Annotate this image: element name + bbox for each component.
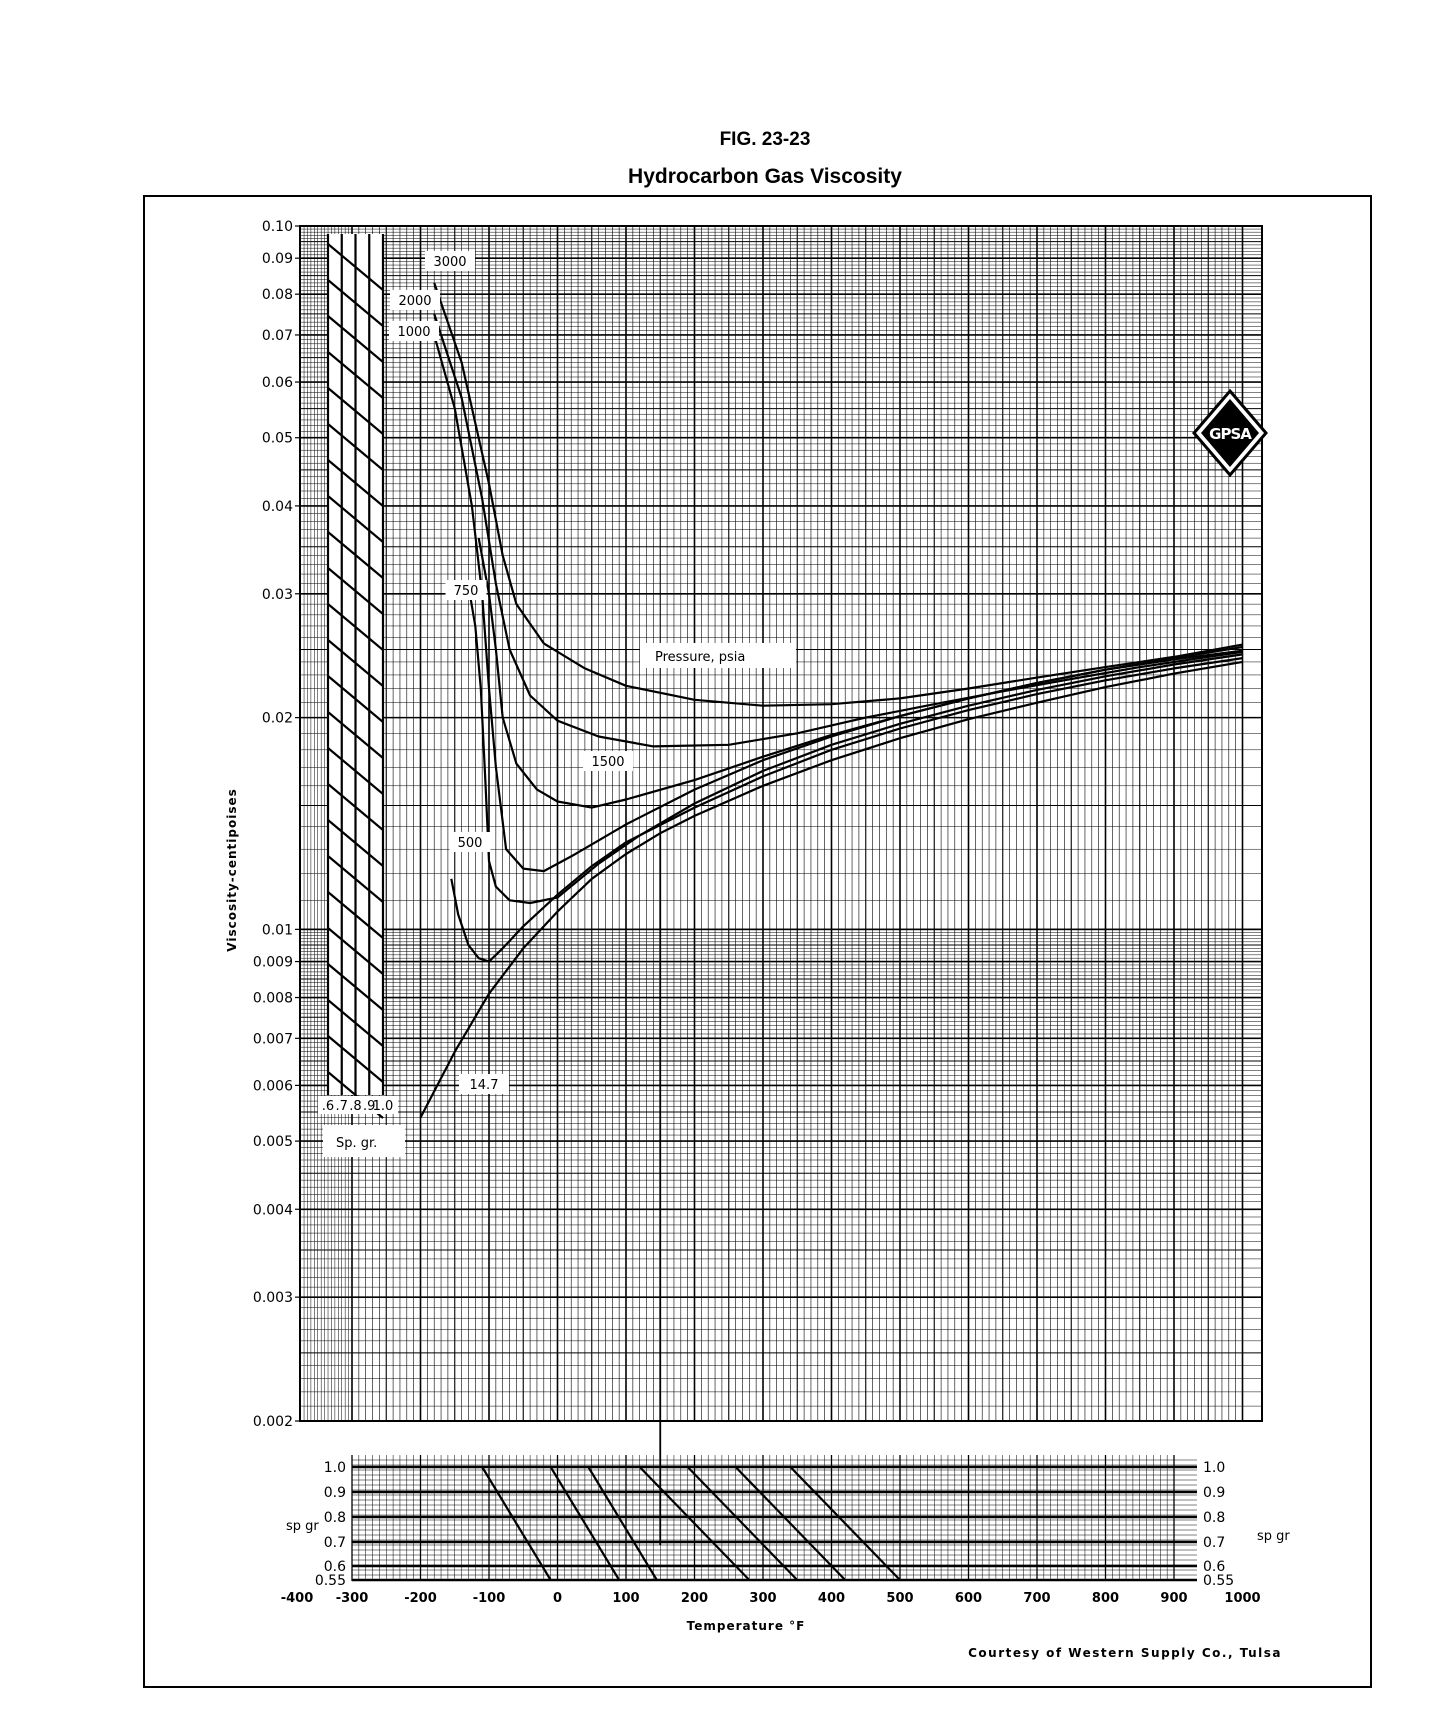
- spgr-level-label-left: 0.7: [323, 1535, 346, 1551]
- spgr-scale-label-right: sp gr: [1257, 1529, 1290, 1544]
- spgr-correction-scale: [315, 1455, 1234, 1589]
- spgr-level-label-left: 0.6: [323, 1559, 346, 1575]
- figure-title: Hydrocarbon Gas Viscosity: [628, 165, 902, 188]
- spgr-inset-tick-label: .8: [349, 1099, 362, 1114]
- x-tick-label: 900: [1160, 1591, 1188, 1606]
- spgr-level-label-right: 0.7: [1203, 1535, 1226, 1551]
- x-tick-label: 0: [552, 1591, 563, 1606]
- pressure-label: Pressure, psia: [655, 650, 746, 665]
- y-tick-label: 0.03: [261, 586, 293, 603]
- spgr-level-label-left: 0.9: [323, 1485, 346, 1501]
- x-tick-label: 100: [612, 1591, 640, 1606]
- figure-number: FIG. 23-23: [719, 129, 811, 150]
- x-axis-label: Temperature °F: [686, 1619, 806, 1633]
- spgr-scale-label-left: sp gr: [286, 1519, 319, 1534]
- spgr-level-label-right: 0.9: [1203, 1485, 1226, 1501]
- y-tick-label: 0.04: [261, 498, 293, 515]
- x-tick-label: 300: [749, 1591, 777, 1606]
- y-tick-label: 0.10: [261, 219, 293, 235]
- x-tick-label: 800: [1091, 1591, 1120, 1606]
- series-label: 14.7: [469, 1078, 499, 1093]
- series-label: 3000: [433, 255, 467, 270]
- spgr-inset-label: Sp. gr.: [336, 1136, 378, 1151]
- y-tick-label: 0.002: [252, 1414, 293, 1430]
- series-label: 1500: [591, 755, 625, 770]
- series-label: 750: [453, 584, 479, 599]
- series-label: 2000: [398, 294, 432, 309]
- credit-text: Courtesy of Western Supply Co., Tulsa: [968, 1646, 1282, 1660]
- y-tick-label: 0.05: [261, 430, 293, 447]
- logo-text: GPSA: [1209, 425, 1251, 443]
- x-tick-label: 600: [954, 1591, 983, 1606]
- spgr-inset-tick-label: .9: [363, 1099, 376, 1114]
- spgr-level-label-right: 0.8: [1203, 1510, 1226, 1526]
- x-tick-label: 500: [886, 1591, 914, 1606]
- chart-grid: [300, 226, 1262, 1421]
- spgr-level-label-right: 1.0: [1203, 1460, 1226, 1476]
- y-tick-label: 0.003: [252, 1290, 293, 1307]
- spgr-level-label-right: 0.55: [1203, 1573, 1235, 1589]
- y-tick-label: 0.09: [261, 251, 293, 268]
- x-tick-label: -100: [472, 1591, 506, 1606]
- y-tick-label: 0.01: [261, 922, 293, 939]
- series-label: 500: [457, 836, 483, 851]
- y-tick-label: 0.006: [252, 1078, 293, 1095]
- spgr-inset-tick-label: 1.0: [372, 1099, 394, 1114]
- spgr-inset-tick-label: .7: [335, 1099, 348, 1114]
- y-tick-label: 0.005: [252, 1134, 293, 1151]
- x-tick-label: 400: [817, 1591, 846, 1606]
- spgr-level-label-left: 0.55: [314, 1573, 346, 1589]
- y-tick-label: 0.06: [261, 375, 293, 392]
- x-tick-label: -400: [280, 1591, 314, 1606]
- y-tick-label: 0.007: [252, 1031, 293, 1048]
- y-tick-label: 0.009: [252, 954, 293, 971]
- series-label: 1000: [397, 325, 431, 340]
- y-tick-label: 0.07: [261, 327, 293, 344]
- plot-area: [300, 226, 1262, 1421]
- spgr-level-label-left: 1.0: [323, 1460, 346, 1476]
- y-tick-label: 0.008: [252, 990, 293, 1007]
- x-tick-label: 700: [1023, 1591, 1051, 1606]
- spgr-level-label-right: 0.6: [1203, 1559, 1226, 1575]
- y-tick-label: 0.08: [261, 287, 293, 304]
- y-axis-label: Viscosity-centipoises: [225, 788, 239, 952]
- y-tick-label: 0.004: [252, 1202, 293, 1219]
- x-tick-label: -200: [404, 1591, 437, 1606]
- spgr-level-label-left: 0.8: [323, 1510, 346, 1526]
- spgr-inset-tick-label: .6: [321, 1099, 335, 1114]
- x-tick-label: 1000: [1224, 1591, 1261, 1606]
- x-tick-label: 200: [680, 1591, 709, 1606]
- x-tick-label: -300: [335, 1591, 369, 1606]
- y-tick-label: 0.02: [261, 710, 293, 727]
